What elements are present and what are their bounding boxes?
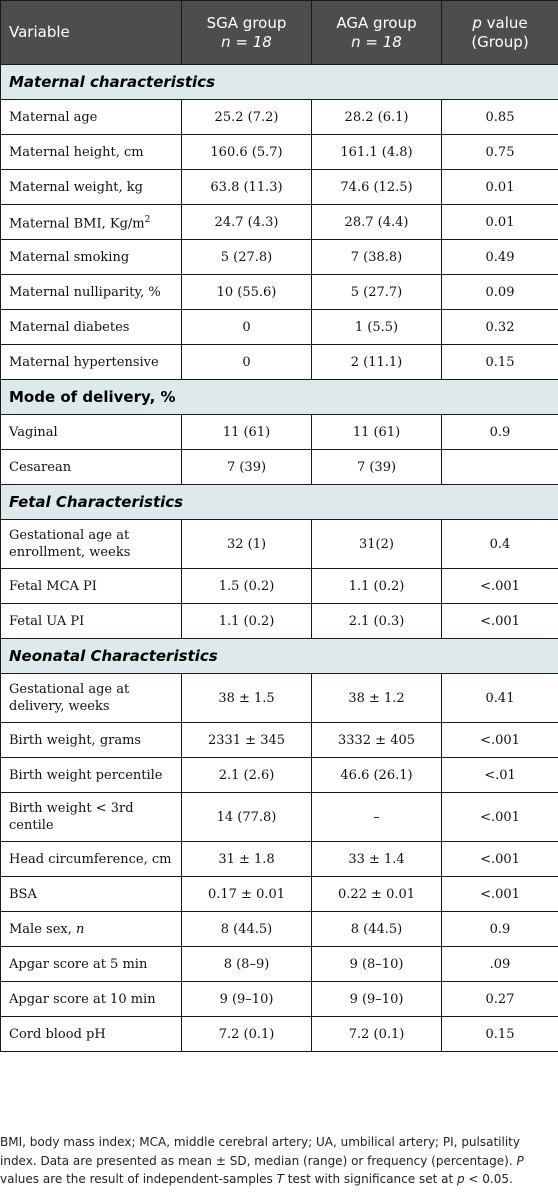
table-row — [1, 947, 558, 982]
header-aga-n: n = 18 — [351, 32, 402, 51]
sga-value: 38 ± 1.5 — [182, 674, 312, 723]
p-value: 0.41 — [442, 674, 558, 723]
table-row — [1, 1017, 558, 1052]
row-label — [1, 947, 182, 982]
table-row — [1, 415, 558, 450]
row-label-text: Cord blood pH — [9, 1026, 106, 1042]
p-value: <.001 — [442, 877, 558, 912]
table-body — [1, 65, 558, 1052]
table-footnote — [0, 1133, 556, 1189]
p-value: .09 — [442, 947, 558, 982]
row-label-text: Birth weight percentile — [9, 767, 163, 783]
header-variable: Variable — [1, 1, 182, 65]
sga-value: 63.8 (11.3) — [182, 170, 312, 205]
p-value: 0.01 — [442, 170, 558, 205]
p-value: 0.85 — [442, 100, 558, 135]
aga-value: 2.1 (0.3) — [312, 604, 442, 639]
header-p-value — [442, 1, 558, 65]
aga-value: 3332 ± 405 — [312, 723, 442, 758]
row-label-text: Maternal age — [9, 109, 98, 125]
aga-value: 7 (39) — [312, 450, 442, 485]
footnote-line-3 — [0, 1170, 556, 1189]
aga-value: 2 (11.1) — [312, 345, 442, 380]
table-row — [1, 275, 558, 310]
p-value: 0.32 — [442, 310, 558, 345]
section-title: Maternal characteristics — [1, 65, 558, 100]
row-label-text: Birth weight, grams — [9, 732, 142, 748]
table-row — [1, 674, 558, 723]
p-value: 0.01 — [442, 205, 558, 240]
table-row — [1, 604, 558, 639]
row-label — [1, 345, 182, 380]
sga-value: 0 — [182, 345, 312, 380]
sga-value: 7 (39) — [182, 450, 312, 485]
header-aga — [312, 1, 442, 65]
table-header — [1, 1, 558, 65]
p-value: 0.75 — [442, 135, 558, 170]
footnote-t-symbol: T — [276, 1172, 284, 1186]
row-label-text: Maternal BMI, Kg/m — [9, 216, 145, 232]
row-label-text: Apgar score at 5 min — [9, 956, 148, 972]
table-row — [1, 310, 558, 345]
p-value: 0.15 — [442, 1017, 558, 1052]
sga-value: 2331 ± 345 — [182, 723, 312, 758]
p-value: 0.4 — [442, 520, 558, 569]
aga-value: 38 ± 1.2 — [312, 674, 442, 723]
footnote-p-symbol: P — [516, 1153, 524, 1168]
p-value: 0.9 — [442, 415, 558, 450]
aga-value: 28.2 (6.1) — [312, 100, 442, 135]
header-p-symbol: p — [472, 13, 482, 32]
table-row — [1, 450, 558, 485]
section-header-row — [1, 485, 558, 520]
header-aga-label: AGA group — [336, 13, 417, 32]
row-label-text: Maternal nulliparity, % — [9, 284, 161, 300]
row-label-text: Maternal diabetes — [9, 319, 130, 335]
sga-value: 32 (1) — [182, 520, 312, 569]
row-label — [1, 275, 182, 310]
aga-value: 28.7 (4.4) — [312, 205, 442, 240]
row-label — [1, 758, 182, 793]
row-label — [1, 674, 182, 723]
footnote-line-1: BMI, body mass index; MCA, middle cerebral artery; UA, umbilical artery; PI, pulsatility — [0, 1135, 520, 1149]
p-value: <.001 — [442, 604, 558, 639]
sga-value: 7.2 (0.1) — [182, 1017, 312, 1052]
section-header-row — [1, 380, 558, 415]
footnote-line-3-text: values are the result of independent-samples — [0, 1172, 277, 1186]
aga-value: 31(2) — [312, 520, 442, 569]
row-label-text: Birth weight < 3rd centile — [9, 801, 134, 833]
row-label — [1, 520, 182, 569]
table-row — [1, 520, 558, 569]
sga-value: 14 (77.8) — [182, 793, 312, 842]
row-label — [1, 170, 182, 205]
p-value: 0.27 — [442, 982, 558, 1017]
row-label-italic: n — [76, 921, 85, 937]
header-p-group: (Group) — [471, 32, 529, 51]
row-label — [1, 205, 182, 240]
p-value: 0.09 — [442, 275, 558, 310]
header-sga-n: n = 18 — [221, 32, 272, 51]
sga-value: 1.5 (0.2) — [182, 569, 312, 604]
p-value: <.001 — [442, 723, 558, 758]
row-label — [1, 982, 182, 1017]
row-label — [1, 877, 182, 912]
table-row — [1, 240, 558, 275]
table-row — [1, 723, 558, 758]
row-label — [1, 100, 182, 135]
row-label — [1, 310, 182, 345]
row-label — [1, 415, 182, 450]
section-header-row — [1, 639, 558, 674]
section-title: Mode of delivery, % — [1, 380, 558, 415]
row-label — [1, 604, 182, 639]
row-label-text: Maternal height, cm — [9, 144, 144, 160]
row-label-text: Gestational age at enrollment, weeks — [9, 528, 131, 560]
table-row — [1, 170, 558, 205]
p-value: 0.15 — [442, 345, 558, 380]
sga-value: 10 (55.6) — [182, 275, 312, 310]
aga-value: 11 (61) — [312, 415, 442, 450]
sga-value: 160.6 (5.7) — [182, 135, 312, 170]
row-label-text: Maternal weight, kg — [9, 179, 143, 195]
section-title: Fetal Characteristics — [1, 485, 558, 520]
row-label-text: Fetal UA PI — [9, 613, 85, 629]
sga-value: 31 ± 1.8 — [182, 842, 312, 877]
row-label-text: Head circumference, cm — [9, 851, 172, 867]
row-label-text: Apgar score at 10 min — [9, 991, 156, 1007]
table-row — [1, 912, 558, 947]
sga-value: 5 (27.8) — [182, 240, 312, 275]
row-label-text: Male sex, — [9, 921, 77, 937]
p-value — [442, 450, 558, 485]
footnote-line-3-end: < 0.05. — [464, 1172, 513, 1186]
aga-value: 74.6 (12.5) — [312, 170, 442, 205]
aga-value: 9 (9–10) — [312, 982, 442, 1017]
aga-value: 8 (44.5) — [312, 912, 442, 947]
table-row — [1, 842, 558, 877]
table-row — [1, 982, 558, 1017]
sga-value: 0.17 ± 0.01 — [182, 877, 312, 912]
table-row — [1, 877, 558, 912]
row-label — [1, 569, 182, 604]
row-label — [1, 723, 182, 758]
aga-value: 7 (38.8) — [312, 240, 442, 275]
p-value: <.01 — [442, 758, 558, 793]
aga-value: – — [312, 793, 442, 842]
row-label — [1, 912, 182, 947]
row-label-text: Maternal hypertensive — [9, 354, 159, 370]
sga-value: 9 (9–10) — [182, 982, 312, 1017]
p-value: <.001 — [442, 842, 558, 877]
header-sga — [182, 1, 312, 65]
sga-value: 2.1 (2.6) — [182, 758, 312, 793]
row-label-superscript: 2 — [144, 214, 151, 225]
row-label — [1, 450, 182, 485]
aga-value: 7.2 (0.1) — [312, 1017, 442, 1052]
table-row — [1, 793, 558, 842]
section-header-row — [1, 65, 558, 100]
aga-value: 5 (27.7) — [312, 275, 442, 310]
sga-value: 0 — [182, 310, 312, 345]
sga-value: 11 (61) — [182, 415, 312, 450]
row-label-text: Fetal MCA PI — [9, 578, 97, 594]
aga-value: 161.1 (4.8) — [312, 135, 442, 170]
header-p-rest: value — [481, 13, 528, 32]
row-label-text: BSA — [9, 886, 37, 902]
row-label-text: Cesarean — [9, 459, 72, 475]
p-value: 0.49 — [442, 240, 558, 275]
table-row — [1, 100, 558, 135]
aga-value: 1.1 (0.2) — [312, 569, 442, 604]
footnote-p-lower: p — [456, 1172, 465, 1186]
sga-value: 8 (8–9) — [182, 947, 312, 982]
row-label-text: Maternal smoking — [9, 249, 130, 265]
row-label — [1, 1017, 182, 1052]
p-value: 0.9 — [442, 912, 558, 947]
section-title: Neonatal Characteristics — [1, 639, 558, 674]
table-row — [1, 205, 558, 240]
row-label-text: Vaginal — [9, 424, 58, 440]
footnote-line-2 — [0, 1152, 556, 1171]
row-label — [1, 135, 182, 170]
sga-value: 25.2 (7.2) — [182, 100, 312, 135]
aga-value: 0.22 ± 0.01 — [312, 877, 442, 912]
table-row — [1, 135, 558, 170]
footnote-line-2-text: index. Data are presented as mean ± SD, median (range) or frequency (percentage). — [0, 1153, 517, 1168]
table-row — [1, 345, 558, 380]
sga-value: 24.7 (4.3) — [182, 205, 312, 240]
footnote-line-3-mid: test with significance set at — [283, 1172, 457, 1186]
p-value: <.001 — [442, 569, 558, 604]
table-row — [1, 569, 558, 604]
aga-value: 33 ± 1.4 — [312, 842, 442, 877]
row-label — [1, 842, 182, 877]
p-value: <.001 — [442, 793, 558, 842]
row-label — [1, 793, 182, 842]
aga-value: 46.6 (26.1) — [312, 758, 442, 793]
aga-value: 1 (5.5) — [312, 310, 442, 345]
row-label-text: Gestational age at delivery, weeks — [9, 682, 130, 714]
sga-value: 8 (44.5) — [182, 912, 312, 947]
row-label — [1, 240, 182, 275]
aga-value: 9 (8–10) — [312, 947, 442, 982]
header-sga-label: SGA group — [206, 13, 287, 32]
table-row — [1, 758, 558, 793]
sga-value: 1.1 (0.2) — [182, 604, 312, 639]
